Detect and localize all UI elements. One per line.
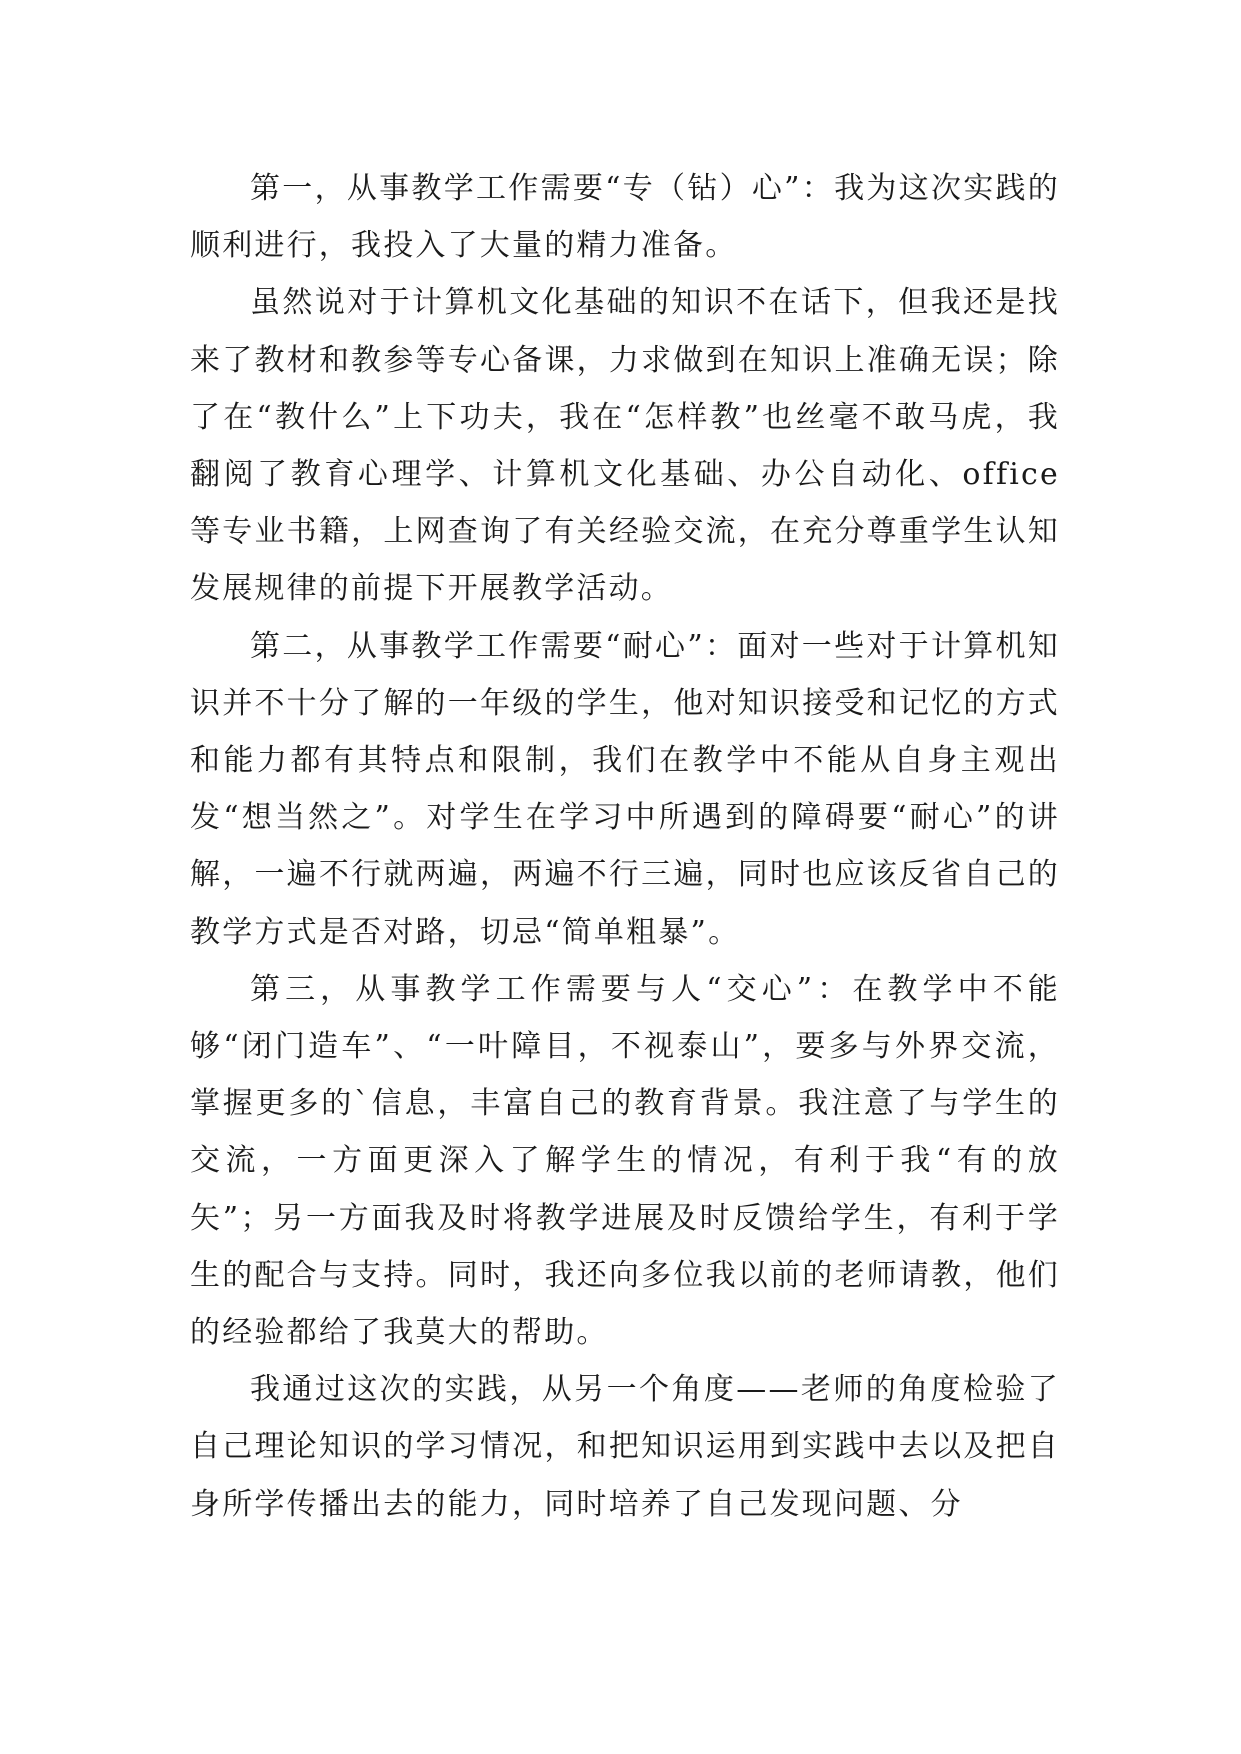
- paragraph-1: 第一，从事教学工作需要“专（钻）心”：我为这次实践的顺利进行，我投入了大量的精力准备。: [190, 171, 1060, 264]
- document-body: [190, 160, 1060, 1533]
- paragraph-5: 我通过这次的实践，从另一个角度——老师的角度检验了自己理论知识的学习情况，和把知识运用到实践中去以及把自身所学传播出去的能力，同时培养了自己发现问题、分: [190, 1372, 1060, 1522]
- paragraph-3: 第二，从事教学工作需要“耐心”：面对一些对于计算机知识并不十分了解的一年级的学生，他对知识接受和记忆的方式和能力都有其特点和限制，我们在教学中不能从自身主观出发“想当然之”。对学生在学习中所遇到的障碍要“耐心”的讲解，一遍不行就两遍，两遍不行三遍，同时也应该反省自己的教学方式是否对路，切忌“简单粗暴”。: [190, 628, 1060, 950]
- paragraph-2: 虽然说对于计算机文化基础的知识不在话下，但我还是找来了教材和教参等专心备课，力求做到在知识上准确无误；除了在“教什么”上下功夫，我在“怎样教”也丝毫不敢马虎，我翻阅了教育心理学、计算机文化基础、办公自动化、office等专业书籍，上网查询了有关经验交流，在充分尊重学生认知发展规律的前提下开展教学活动。: [190, 285, 1060, 607]
- paragraph-4: 第三，从事教学工作需要与人“交心”：在教学中不能够“闭门造车”、“一叶障目，不视泰山”，要多与外界交流，掌握更多的`信息，丰富自己的教育背景。我注意了与学生的交流，一方面更深入了解学生的情况，有利于我“有的放矢”；另一方面我及时将教学进展及时反馈给学生，有利于学生的配合与支持。同时，我还向多位我以前的老师请教，他们的经验都给了我莫大的帮助。: [190, 971, 1060, 1351]
